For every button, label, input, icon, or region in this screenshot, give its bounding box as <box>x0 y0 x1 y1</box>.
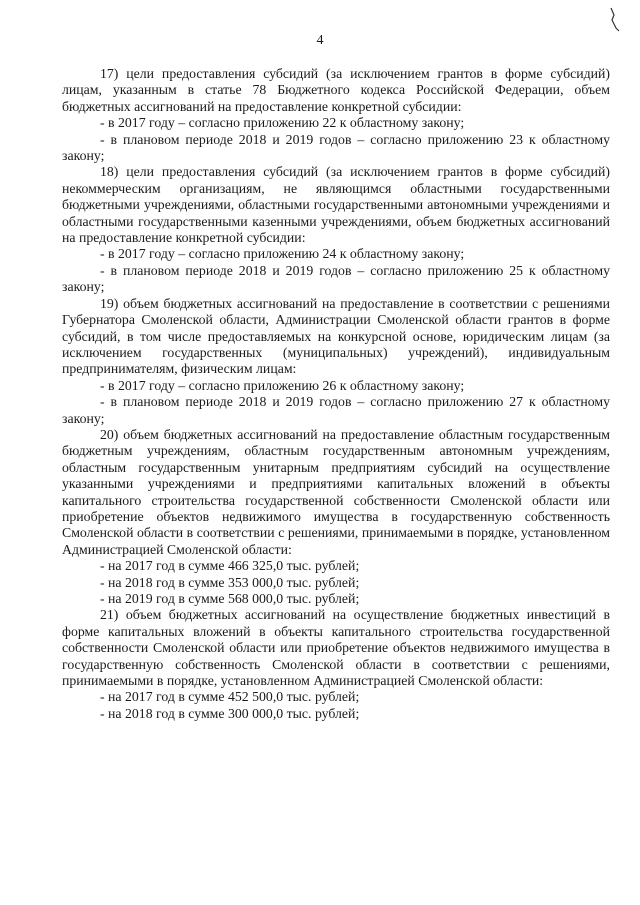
list-item: - на 2017 год в сумме 466 325,0 тыс. рублей; <box>100 558 360 574</box>
handwritten-mark <box>608 6 622 32</box>
numbered-paragraph: 17) цели предоставления субсидий (за исключением грантов в форме субсидий) лицам, указанным в статье 78 Бюджетного кодекса Российской Федерации, объем бюджетных ассигнований на предоставление конкретной субсидии: <box>62 66 610 114</box>
list-item: - в плановом периоде 2018 и 2019 годов – согласно приложению 23 к областному закону; <box>62 131 610 164</box>
numbered-paragraph: 19) объем бюджетных ассигнований на предоставление в соответствии с решениями Губернатора Смоленской области, Администрации Смоленской области грантов в форме субсидий, в том числе предоставляемых на конкурсной основе, юридическим лицам (за исключением государственных (муниципальных) учреждений), индивидуальным предпринимателям, физическим лицам: <box>62 295 610 377</box>
list-item: - в 2017 году – согласно приложению 22 к областному закону; <box>100 115 465 131</box>
list-item: - в 2017 году – согласно приложению 26 к областному закону; <box>100 377 465 393</box>
numbered-paragraph: 20) объем бюджетных ассигнований на предоставление областным государственным бюджетным учреждениям, областным государственным автономным учреждениям, областным государственным унитарным предприятиям субсидий на осуществление указанными учреждениями и предприятиями капитальных вложений в объекты капитального строительства государственной собственности Смоленской области или приобретение объектов недвижимого имущества в государственную собственность Смоленской области в соответствии с решениями, принимаемыми в порядке, установленном Администрацией Смоленской области: <box>62 426 610 557</box>
page-number: 4 <box>316 33 324 48</box>
list-item: - на 2017 год в сумме 452 500,0 тыс. рублей; <box>100 689 360 705</box>
list-item: - на 2018 год в сумме 300 000,0 тыс. рублей; <box>100 705 360 721</box>
list-item: - на 2019 год в сумме 568 000,0 тыс. рублей; <box>100 591 360 606</box>
numbered-paragraph: 18) цели предоставления субсидий (за исключением грантов в форме субсидий) некоммерческим организациям, не являющимся областными государственными бюджетными учреждениями, областными государственными автономными учреждениями и областными государственными казенными учреждениями, объем бюджетных ассигнований на предоставление конкретной субсидии: <box>62 164 610 246</box>
list-item: - в плановом периоде 2018 и 2019 годов – согласно приложению 27 к областному закону; <box>62 394 610 426</box>
list-item: - на 2018 год в сумме 353 000,0 тыс. рублей; <box>100 574 360 590</box>
document-body <box>62 66 610 722</box>
list-item: - в плановом периоде 2018 и 2019 годов – согласно приложению 25 к областному закону; <box>62 262 610 295</box>
list-item: - в 2017 году – согласно приложению 24 к областному закону; <box>100 246 465 262</box>
numbered-paragraph: 21) объем бюджетных ассигнований на осуществление бюджетных инвестиций в форме капитальных вложений в объекты капитального строительства государственной собственности Смоленской области или приобретение объектов недвижимого имущества в государственную собственность Смоленской области в соответствии с решениями, принимаемыми в порядке, установленном Администрацией Смоленской области: <box>62 607 610 689</box>
